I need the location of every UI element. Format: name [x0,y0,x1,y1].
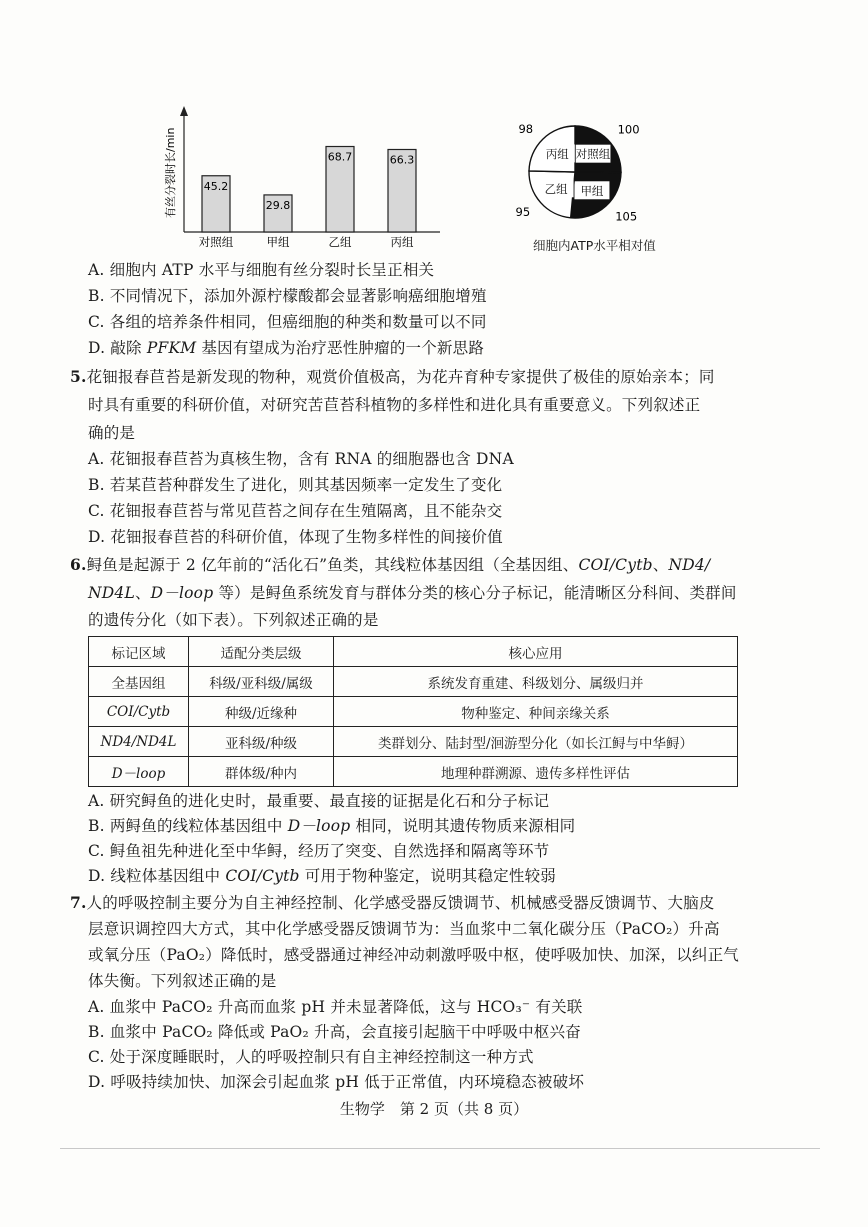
table-cell: 科级/亚科级/属级 [189,667,334,697]
pie-slice-label: 乙组 [544,181,568,196]
q5-number: 5. [70,367,87,386]
q6-option-d [88,866,556,886]
q6-option-a: A. 研究鲟鱼的进化史时，最重要、最直接的证据是化石和分子标记 [88,792,550,810]
q7-option-b: B. 血浆中 PaCO₂ 降低或 PaO₂ 升高，会直接引起脑干中呼吸中枢兴奋 [88,1023,581,1041]
bar-value-label: 68.7 [327,150,353,164]
q5-stem-line2: 时具有重要的科研价值，对研究苦苣苔科植物的多样性和进化具有重要意义。下列叙述正 [88,396,701,414]
y-axis-label: 有丝分裂时长/min [164,127,177,218]
q4-option-a: A. 细胞内 ATP 水平与细胞有丝分裂时长呈正相关 [88,261,435,279]
table-cell: COⅠ/Cytb [89,697,189,727]
q5-stem-line3: 确的是 [88,424,136,442]
q7-stem-line3: 或氧分压（PaO₂）降低时，感受器通过神经冲动刺激呼吸中枢，使呼吸加快、加深，以纠正气 [88,946,739,964]
q5-option-b: B. 若某苣苔种群发生了进化，则其基因频率一定发生了变化 [88,476,503,494]
x-tick-label: 对照组 [198,235,234,249]
q7-option-d: D. 呼吸持续加快、加深会引起血浆 pH 低于正常值，内环境稳态被破坏 [88,1073,585,1091]
q6-stem-line1 [70,555,710,575]
q6-stem-line2 [88,583,737,603]
bar-value-label: 29.8 [265,198,291,212]
q6-sep: 、 [652,556,669,574]
x-tick-label: 甲组 [266,235,290,249]
pie-value-label: 95 [515,204,531,219]
q6-stem-text: 鲟鱼是起源于 2 亿年前的“活化石”鱼类，其线粒体基因组（全基因组、 [86,556,579,574]
table-header-row [89,637,738,667]
q6-option-b-text-end: 相同，说明其遗传物质来源相同 [350,817,576,835]
table-cell: 类群划分、陆封型/洄游型分化（如长江鲟与中华鲟） [334,727,738,757]
q6-option-c: C. 鲟鱼祖先种进化至中华鲟，经历了突变、自然选择和隔离等环节 [88,842,550,860]
table-cell: 系统发育重建、科级划分、属级归并 [334,667,738,697]
table-cell: 地理种群溯源、遗传多样性评估 [334,757,738,787]
q4-option-d-text-end: 基因有望成为治疗恶性肿瘤的一个新思路 [196,339,485,357]
table-header-cell: 标记区域 [89,637,189,667]
table-cell: 全基因组 [89,667,189,697]
q6-option-b-marker: D－loop [287,817,351,835]
q6-stem-line3: 的遗传分化（如下表）。下列叙述正确的是 [88,611,379,629]
x-tick-label: 丙组 [390,235,414,249]
table-row [89,727,738,757]
table-cell: 亚科级/种级 [189,727,334,757]
q6-marker-nd4: ND4/ [668,556,711,574]
marker-table [88,636,738,787]
q4-gene-name: PFKM [146,339,197,357]
q7-number: 7. [70,893,87,912]
q5-option-d: D. 花钿报春苣苔的科研价值，体现了生物多样性的间接价值 [88,528,503,546]
q6-marker-co1: COⅠ/Cytb [578,556,653,574]
q5-option-a: A. 花钿报春苣苔为真核生物，含有 RNA 的细胞器也含 DNA [88,450,514,468]
q4-option-b: B. 不同情况下，添加外源柠檬酸都会显著影响癌细胞增殖 [88,287,487,305]
q7-stem-line1 [70,893,715,913]
table-cell: 物种鉴定、种间亲缘关系 [334,697,738,727]
table-header-cell: 适配分类层级 [189,637,334,667]
bottom-rule [60,1148,820,1149]
q6-option-d-marker: COⅠ/Cytb [225,867,300,885]
mitosis-duration-bar-chart [140,100,460,260]
table-cell: 群体级/种内 [189,757,334,787]
q4-option-d-text: D. 敲除 [88,339,147,357]
page-footer: 生物学 第 2 页（共 8 页） [339,1100,529,1118]
q6-number: 6. [70,555,87,574]
q7-stem-line2: 层意识调控四大方式，其中化学感受器反馈调节为：当血浆中二氧化碳分压（PaCO₂）升高 [88,920,720,938]
q4-option-d [88,338,484,358]
q6-stem-text2: 等）是鲟鱼系统发育与群体分类的核心分子标记，能清晰区分科间、类群间 [213,584,737,602]
q4-option-c: C. 各组的培养条件相同，但癌细胞的种类和数量可以不同 [88,313,487,331]
q7-option-c: C. 处于深度睡眠时，人的呼吸控制只有自主神经控制这一种方式 [88,1048,534,1066]
q5-option-c: C. 花钿报春苣苔与常见苣苔之间存在生殖隔离，且不能杂交 [88,502,503,520]
pie-caption: 细胞内ATP水平相对值 [533,238,656,253]
q6-option-d-text: D. 线粒体基因组中 [88,867,226,885]
pie-value-label: 100 [617,122,640,137]
pie-slice-label: 丙组 [545,146,569,161]
table-cell: 种级/近缘种 [189,697,334,727]
q7-stem-line4: 体失衡。下列叙述正确的是 [88,972,277,990]
table-cell: D－loop [89,757,189,787]
q6-option-b-text: B. 两鲟鱼的线粒体基因组中 [88,817,288,835]
y-axis-arrow [180,106,188,116]
q6-marker-nd4l: ND4L [88,584,135,602]
bar-value-label: 45.2 [203,179,229,193]
q7-option-a: A. 血浆中 PaCO₂ 升高而血浆 pH 并未显著降低，这与 HCO₃⁻ 有关联 [88,998,583,1016]
table-row [89,757,738,787]
pie-slice-label: 甲组 [580,183,604,198]
q6-option-d-text-end: 可用于物种鉴定，说明其稳定性较弱 [299,867,556,885]
pie-value-label: 105 [615,209,638,224]
bar-value-label: 66.3 [389,153,415,167]
table-row [89,697,738,727]
q6-option-b [88,816,575,836]
q6-marker-dloop: D－loop [150,584,214,602]
q5-stem-text: 花钿报春苣苔是新发现的物种，观赏价值极高，为花卉育种专家提供了极佳的原始亲本；同 [86,368,715,386]
q7-stem-text: 人的呼吸控制主要分为自主神经控制、化学感受器反馈调节、机械感受器反馈调节、大脑皮 [86,894,715,912]
pie-slice-label: 对照组 [575,147,611,162]
pie-value-label: 98 [518,122,534,137]
table-header-cell: 核心应用 [334,637,738,667]
x-tick-label: 乙组 [328,235,352,249]
table-row [89,667,738,697]
q5-stem-line1 [70,367,715,387]
q6-sep2: 、 [134,584,151,602]
table-cell: ND4/ND4L [89,727,189,757]
